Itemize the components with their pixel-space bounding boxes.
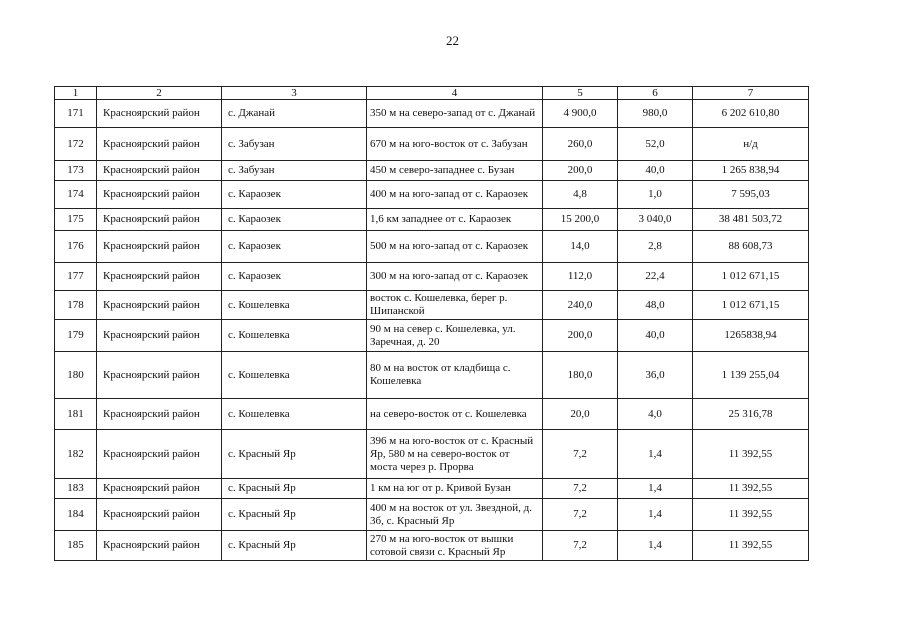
value-cell-7: 11 392,55 xyxy=(693,499,809,531)
value-cell-6: 4,0 xyxy=(618,399,693,430)
district-cell: Красноярский район xyxy=(97,399,222,430)
column-header: 5 xyxy=(543,87,618,100)
page-number: 22 xyxy=(446,33,459,48)
district-cell: Красноярский район xyxy=(97,231,222,263)
data-table xyxy=(54,86,809,561)
value-cell-7: 11 392,55 xyxy=(693,430,809,479)
value-cell-6: 48,0 xyxy=(618,291,693,320)
table-row xyxy=(55,100,809,128)
value-cell-5: 4,8 xyxy=(543,181,618,209)
table-row xyxy=(55,181,809,209)
settlement-cell: с. Караозек xyxy=(222,263,367,291)
district-cell: Красноярский район xyxy=(97,291,222,320)
district-cell: Красноярский район xyxy=(97,531,222,561)
value-cell-6: 1,0 xyxy=(618,181,693,209)
table-row xyxy=(55,231,809,263)
table-row xyxy=(55,399,809,430)
value-cell-5: 7,2 xyxy=(543,531,618,561)
location-cell: 270 м на юго-восток от вышки сотовой связи с. Красный Яр xyxy=(367,531,543,561)
column-header: 7 xyxy=(693,87,809,100)
district-cell: Красноярский район xyxy=(97,209,222,231)
row-number-cell: 172 xyxy=(55,128,97,161)
value-cell-7: 11 392,55 xyxy=(693,531,809,561)
value-cell-5: 7,2 xyxy=(543,499,618,531)
value-cell-7: 1 012 671,15 xyxy=(693,263,809,291)
row-number-cell: 179 xyxy=(55,320,97,352)
value-cell-5: 180,0 xyxy=(543,352,618,399)
value-cell-5: 20,0 xyxy=(543,399,618,430)
settlement-cell: с. Кошелевка xyxy=(222,320,367,352)
row-number-cell: 171 xyxy=(55,100,97,128)
table-row xyxy=(55,161,809,181)
value-cell-5: 4 900,0 xyxy=(543,100,618,128)
row-number-cell: 181 xyxy=(55,399,97,430)
row-number-cell: 174 xyxy=(55,181,97,209)
location-cell: 400 м на восток от ул. Звездной, д. 3б, с. Красный Яр xyxy=(367,499,543,531)
value-cell-6: 3 040,0 xyxy=(618,209,693,231)
row-number-cell: 184 xyxy=(55,499,97,531)
column-header: 1 xyxy=(55,87,97,100)
value-cell-6: 22,4 xyxy=(618,263,693,291)
value-cell-6: 1,4 xyxy=(618,479,693,499)
settlement-cell: с. Забузан xyxy=(222,128,367,161)
settlement-cell: с. Красный Яр xyxy=(222,430,367,479)
value-cell-6: 40,0 xyxy=(618,320,693,352)
table-row xyxy=(55,209,809,231)
settlement-cell: с. Караозек xyxy=(222,181,367,209)
table-row xyxy=(55,352,809,399)
table-row xyxy=(55,531,809,561)
table-row xyxy=(55,479,809,499)
district-cell: Красноярский район xyxy=(97,479,222,499)
location-cell: 1 км на юг от р. Кривой Бузан xyxy=(367,479,543,499)
value-cell-5: 112,0 xyxy=(543,263,618,291)
district-cell: Красноярский район xyxy=(97,352,222,399)
row-number-cell: 175 xyxy=(55,209,97,231)
table-header-row xyxy=(55,87,809,100)
table-row xyxy=(55,128,809,161)
location-cell: 400 м на юго-запад от с. Караозек xyxy=(367,181,543,209)
location-cell: 450 м северо-западнее с. Бузан xyxy=(367,161,543,181)
location-cell: 300 м на юго-запад от с. Караозек xyxy=(367,263,543,291)
column-header: 6 xyxy=(618,87,693,100)
table-row xyxy=(55,499,809,531)
district-cell: Красноярский район xyxy=(97,100,222,128)
row-number-cell: 185 xyxy=(55,531,97,561)
table-row xyxy=(55,291,809,320)
value-cell-5: 7,2 xyxy=(543,430,618,479)
district-cell: Красноярский район xyxy=(97,320,222,352)
settlement-cell: с. Караозек xyxy=(222,231,367,263)
settlement-cell: с. Кошелевка xyxy=(222,291,367,320)
settlement-cell: с. Кошелевка xyxy=(222,399,367,430)
district-cell: Красноярский район xyxy=(97,181,222,209)
row-number-cell: 182 xyxy=(55,430,97,479)
location-cell: 670 м на юго-восток от с. Забузан xyxy=(367,128,543,161)
value-cell-6: 1,4 xyxy=(618,430,693,479)
location-cell: 350 м на северо-запад от с. Джанай xyxy=(367,100,543,128)
row-number-cell: 178 xyxy=(55,291,97,320)
column-header: 4 xyxy=(367,87,543,100)
value-cell-7: 6 202 610,80 xyxy=(693,100,809,128)
district-cell: Красноярский район xyxy=(97,263,222,291)
value-cell-5: 260,0 xyxy=(543,128,618,161)
district-cell: Красноярский район xyxy=(97,128,222,161)
value-cell-7: 88 608,73 xyxy=(693,231,809,263)
value-cell-6: 52,0 xyxy=(618,128,693,161)
settlement-cell: с. Джанай xyxy=(222,100,367,128)
value-cell-6: 2,8 xyxy=(618,231,693,263)
location-cell: 396 м на юго-восток от с. Красный Яр, 580 м на северо-восток от моста через р. Прорва xyxy=(367,430,543,479)
settlement-cell: с. Красный Яр xyxy=(222,499,367,531)
value-cell-7: 1 139 255,04 xyxy=(693,352,809,399)
value-cell-5: 200,0 xyxy=(543,161,618,181)
value-cell-7: н/д xyxy=(693,128,809,161)
value-cell-7: 11 392,55 xyxy=(693,479,809,499)
value-cell-5: 240,0 xyxy=(543,291,618,320)
value-cell-7: 7 595,03 xyxy=(693,181,809,209)
value-cell-7: 1265838,94 xyxy=(693,320,809,352)
value-cell-6: 980,0 xyxy=(618,100,693,128)
column-header: 3 xyxy=(222,87,367,100)
table-row xyxy=(55,320,809,352)
location-cell: 80 м на восток от кладбища с. Кошелевка xyxy=(367,352,543,399)
location-cell: на северо-восток от с. Кошелевка xyxy=(367,399,543,430)
location-cell: 90 м на север с. Кошелевка, ул. Заречная, д. 20 xyxy=(367,320,543,352)
row-number-cell: 176 xyxy=(55,231,97,263)
value-cell-6: 36,0 xyxy=(618,352,693,399)
row-number-cell: 177 xyxy=(55,263,97,291)
row-number-cell: 180 xyxy=(55,352,97,399)
column-header: 2 xyxy=(97,87,222,100)
value-cell-5: 200,0 xyxy=(543,320,618,352)
district-cell: Красноярский район xyxy=(97,499,222,531)
table-row xyxy=(55,263,809,291)
settlement-cell: с. Кошелевка xyxy=(222,352,367,399)
table-row xyxy=(55,430,809,479)
value-cell-6: 40,0 xyxy=(618,161,693,181)
value-cell-5: 15 200,0 xyxy=(543,209,618,231)
location-cell: восток с. Кошелевка, берег р. Шипанской xyxy=(367,291,543,320)
value-cell-7: 25 316,78 xyxy=(693,399,809,430)
settlement-cell: с. Красный Яр xyxy=(222,531,367,561)
value-cell-6: 1,4 xyxy=(618,531,693,561)
row-number-cell: 173 xyxy=(55,161,97,181)
location-cell: 1,6 км западнее от с. Караозек xyxy=(367,209,543,231)
settlement-cell: с. Караозек xyxy=(222,209,367,231)
value-cell-5: 7,2 xyxy=(543,479,618,499)
value-cell-7: 1 265 838,94 xyxy=(693,161,809,181)
settlement-cell: с. Красный Яр xyxy=(222,479,367,499)
value-cell-5: 14,0 xyxy=(543,231,618,263)
location-cell: 500 м на юго-запад от с. Караозек xyxy=(367,231,543,263)
value-cell-6: 1,4 xyxy=(618,499,693,531)
value-cell-7: 38 481 503,72 xyxy=(693,209,809,231)
value-cell-7: 1 012 671,15 xyxy=(693,291,809,320)
settlement-cell: с. Забузан xyxy=(222,161,367,181)
district-cell: Красноярский район xyxy=(97,161,222,181)
district-cell: Красноярский район xyxy=(97,430,222,479)
row-number-cell: 183 xyxy=(55,479,97,499)
